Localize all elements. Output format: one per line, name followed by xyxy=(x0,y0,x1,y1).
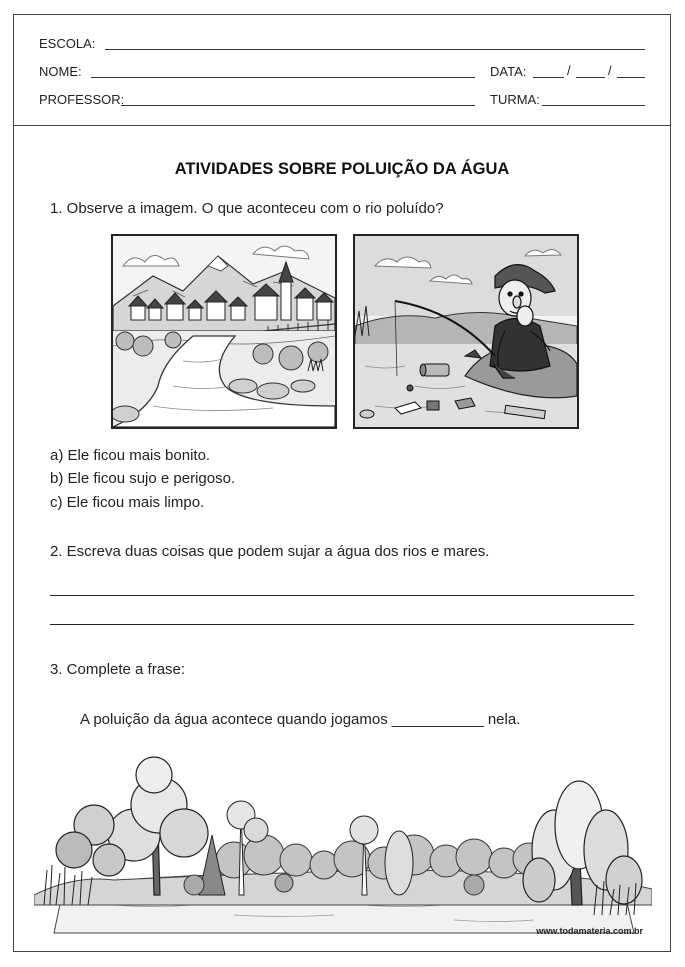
escola-field[interactable] xyxy=(105,49,645,50)
worksheet-title: ATIVIDADES SOBRE POLUIÇÃO DA ÁGUA xyxy=(174,160,510,178)
clean-river-village-image xyxy=(113,236,335,427)
fill-in-sentence[interactable]: A poluição da água acontece quando jogamos ___________ nela. xyxy=(80,711,521,728)
lake-landscape-illustration xyxy=(34,755,652,935)
polluted-river-illustration xyxy=(353,234,579,429)
data-year-field[interactable] xyxy=(617,77,645,78)
question-3: 3. Complete a frase: xyxy=(50,661,186,678)
data-label: DATA: xyxy=(490,64,527,79)
clean-river-illustration xyxy=(111,234,337,429)
turma-field[interactable] xyxy=(542,105,645,106)
professor-field[interactable] xyxy=(121,105,475,106)
professor-label: PROFESSOR: xyxy=(39,92,125,107)
question-2: 2. Escreva duas coisas que podem sujar a água dos rios e mares. xyxy=(50,543,490,560)
data-separator: / xyxy=(567,63,571,78)
nome-label: NOME: xyxy=(39,64,82,79)
data-separator: / xyxy=(608,63,612,78)
worksheet xyxy=(13,14,671,952)
data-day-field[interactable] xyxy=(533,77,564,78)
escola-label: ESCOLA: xyxy=(39,36,96,51)
nome-field[interactable] xyxy=(91,77,475,78)
polluted-river-fisherman-image xyxy=(355,236,577,427)
answer-line-1[interactable] xyxy=(50,595,634,596)
option-c[interactable]: c) Ele ficou mais limpo. xyxy=(50,494,205,511)
turma-label: TURMA: xyxy=(490,92,540,107)
answer-line-2[interactable] xyxy=(50,624,634,625)
data-month-field[interactable] xyxy=(576,77,605,78)
option-a[interactable]: a) Ele ficou mais bonito. xyxy=(50,447,211,464)
question-1: 1. Observe a imagem. O que aconteceu com o rio poluído? xyxy=(50,200,444,217)
option-b[interactable]: b) Ele ficou sujo e perigoso. xyxy=(50,470,236,487)
student-info-header xyxy=(14,15,670,126)
footer-website: www.todamateria.com.br xyxy=(536,926,643,936)
